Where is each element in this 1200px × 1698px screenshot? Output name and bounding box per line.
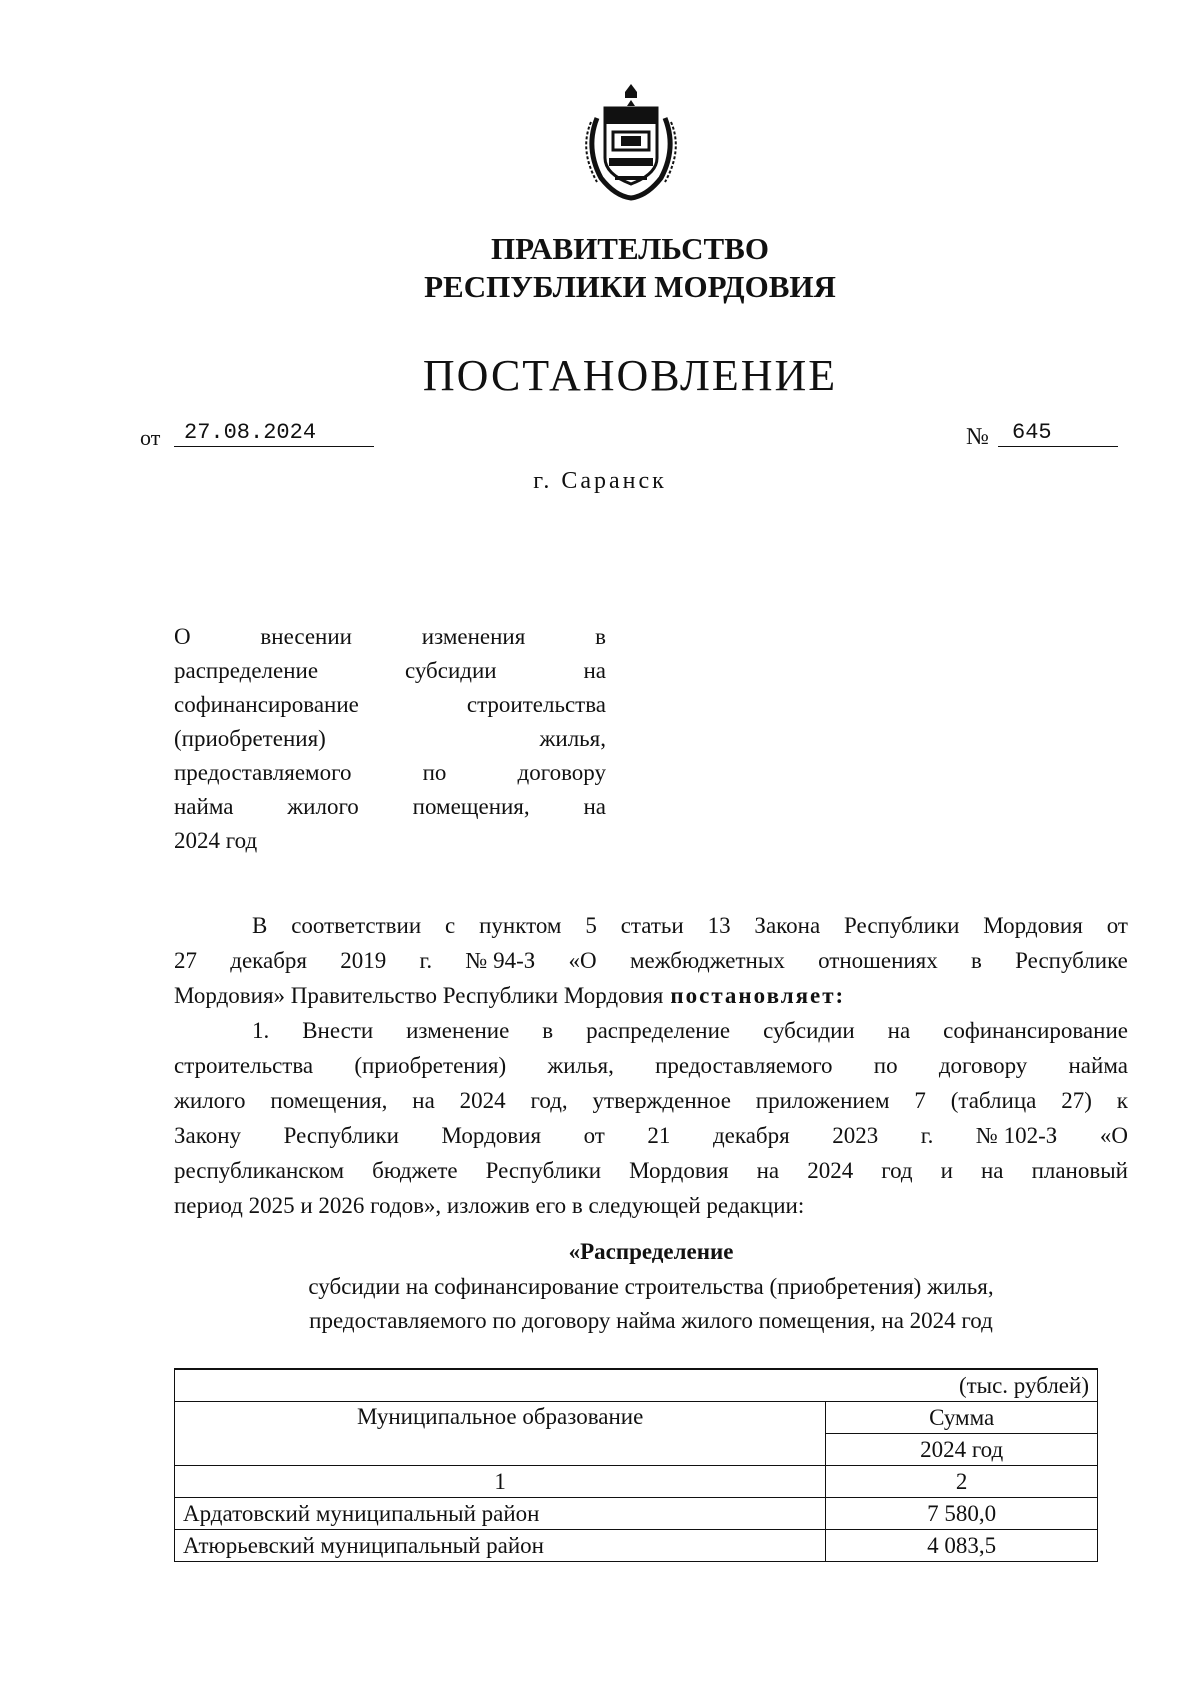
word: отношениях [818, 948, 938, 973]
unit-label: (тыс. рублей) [175, 1369, 1098, 1402]
subject-word: софинансирование [174, 692, 359, 717]
word: Мордовия [983, 913, 1083, 938]
word: 27 [174, 948, 197, 973]
word: распределение [586, 1018, 731, 1043]
word: изменение [406, 1018, 510, 1043]
word: Мордовия [629, 1158, 729, 1183]
document-subject [174, 620, 606, 858]
word: г. [419, 948, 433, 973]
city: г. Саранск [533, 468, 667, 494]
word: межбюджетных [629, 948, 785, 973]
word: с [445, 913, 456, 938]
word: 2024 [807, 1158, 854, 1183]
word: Республики [283, 1123, 399, 1148]
word: № 94-З [465, 948, 536, 973]
word: и [940, 1158, 953, 1183]
municipality-name: Атюрьевский муниципальный район [175, 1530, 826, 1562]
word: договору [938, 1053, 1028, 1078]
col2-subheader: 2024 год [826, 1434, 1098, 1466]
word: декабря [230, 948, 307, 973]
word: г. [920, 1123, 934, 1148]
subject-word: помещения, [412, 794, 530, 819]
subject-line [174, 620, 606, 654]
subject-word: (приобретения) [174, 726, 326, 751]
word: 2024 [459, 1088, 506, 1113]
subject-word: на [583, 658, 606, 683]
body-line [174, 1048, 1128, 1083]
word: от [1106, 913, 1128, 938]
word: Республике [1015, 948, 1128, 973]
subject-line [174, 722, 606, 756]
subject-line [174, 688, 606, 722]
word: на [981, 1158, 1004, 1183]
organization-title-line2: РЕСПУБЛИКИ МОРДОВИЯ [424, 269, 836, 304]
subject-line [174, 790, 606, 824]
date-label: от [140, 425, 161, 450]
word: помещения, [270, 1088, 388, 1113]
col1-header: Муниципальное образование [175, 1402, 826, 1466]
word: в [971, 948, 982, 973]
unit-row [175, 1369, 1098, 1402]
word: по [873, 1053, 898, 1078]
subject-word: найма [174, 794, 234, 819]
word: в [542, 1018, 554, 1043]
col2-number: 2 [826, 1466, 1098, 1498]
subject-word: жилья, [539, 726, 606, 751]
body-line [174, 908, 1128, 943]
body-line [174, 1153, 1128, 1188]
word: статьи [620, 913, 684, 938]
word: 2019 [340, 948, 387, 973]
word: 7 [914, 1088, 926, 1113]
document-date: 27.08.2024 [174, 420, 374, 447]
document-number: 645 [998, 420, 1118, 447]
distribution-subtitle-line1: субсидии на софинансирование строительства (приобретения) жилья, [308, 1274, 994, 1299]
subject-word: жилого [287, 794, 359, 819]
body-line [174, 1013, 1128, 1048]
document-body [174, 908, 1128, 1223]
word: предоставляемого [655, 1053, 833, 1078]
word: утвержденное [592, 1088, 731, 1113]
word: (приобретения) [354, 1053, 507, 1078]
decree-keyword: постановляет: [670, 983, 846, 1008]
word: Республики [485, 1158, 602, 1183]
subject-word: изменения [421, 624, 526, 649]
table-row [175, 1498, 1098, 1530]
col2-header: Сумма [826, 1402, 1098, 1434]
word: строительства [174, 1053, 314, 1078]
word: софинансирование [943, 1018, 1128, 1043]
col1-number: 1 [175, 1466, 826, 1498]
distribution-subtitle-line2: предоставляемого по договору найма жилого помещения, на 2024 год [309, 1308, 993, 1333]
subject-word: в [595, 624, 606, 649]
word: бюджете [372, 1158, 458, 1183]
word: на [887, 1018, 911, 1043]
body-line [174, 1083, 1128, 1118]
subject-word: внесении [260, 624, 352, 649]
word: «О [568, 948, 597, 973]
coat-of-arms-icon [575, 78, 687, 202]
body-line-text: Мордовия» Правительство Республики Мордовия [174, 983, 664, 1008]
distribution-title: «Распределение [568, 1239, 734, 1264]
subject-line [174, 824, 606, 858]
word: год [881, 1158, 913, 1183]
subject-word: О [174, 624, 191, 649]
municipality-name: Ардатовский муниципальный район [175, 1498, 826, 1530]
organization-title-line1: ПРАВИТЕЛЬСТВО [491, 231, 769, 266]
word: 27) [1061, 1088, 1092, 1113]
word: пунктом [479, 913, 562, 938]
word: № 102-З [975, 1123, 1058, 1148]
body-line: период 2025 и 2026 годов», изложив его в следующей редакции: [174, 1193, 805, 1218]
word: плановый [1031, 1158, 1128, 1183]
subject-word: по [422, 760, 447, 785]
word: декабря [712, 1123, 790, 1148]
subject-word: предоставляемого [174, 760, 352, 785]
word: соответствии [291, 913, 422, 938]
word: от [583, 1123, 605, 1148]
subject-word: 2024 год [174, 828, 258, 853]
word: Республики [844, 913, 960, 938]
word: к [1116, 1088, 1128, 1113]
subsidy-amount: 7 580,0 [826, 1498, 1098, 1530]
word: Закона [754, 913, 821, 938]
distribution-table [174, 1368, 1098, 1562]
body-line [174, 943, 1128, 978]
document-type: ПОСТАНОВЛЕНИЕ [422, 351, 838, 400]
word: Закону [174, 1123, 242, 1148]
word: найма [1068, 1053, 1128, 1078]
subject-word: распределение [174, 658, 319, 683]
word: 1. [252, 1018, 270, 1043]
subject-word: строительства [466, 692, 606, 717]
subject-line [174, 654, 606, 688]
subject-word: договору [517, 760, 606, 785]
subject-word: на [583, 794, 606, 819]
word: (таблица [950, 1088, 1037, 1113]
word: 21 [647, 1123, 671, 1148]
word: 13 [707, 913, 731, 938]
word: год, [530, 1088, 568, 1113]
column-number-row [175, 1466, 1098, 1498]
subsidy-amount: 4 083,5 [826, 1530, 1098, 1562]
word: В [252, 913, 268, 938]
word: «О [1099, 1123, 1128, 1148]
word: субсидии [763, 1018, 855, 1043]
word: 2023 [832, 1123, 879, 1148]
table-row [175, 1530, 1098, 1562]
body-line [174, 978, 1128, 1013]
word: Внести [302, 1018, 374, 1043]
word: 5 [585, 913, 597, 938]
body-line [174, 1118, 1128, 1153]
word: жилого [174, 1088, 246, 1113]
header-row [175, 1402, 1098, 1434]
word: приложением [755, 1088, 890, 1113]
word: на [756, 1158, 780, 1183]
word: Мордовия [441, 1123, 542, 1148]
word: республиканском [174, 1158, 345, 1183]
number-label: № [966, 424, 989, 450]
subject-word: субсидии [404, 658, 497, 683]
word: жилья, [547, 1053, 614, 1078]
subject-line [174, 756, 606, 790]
word: на [412, 1088, 435, 1113]
